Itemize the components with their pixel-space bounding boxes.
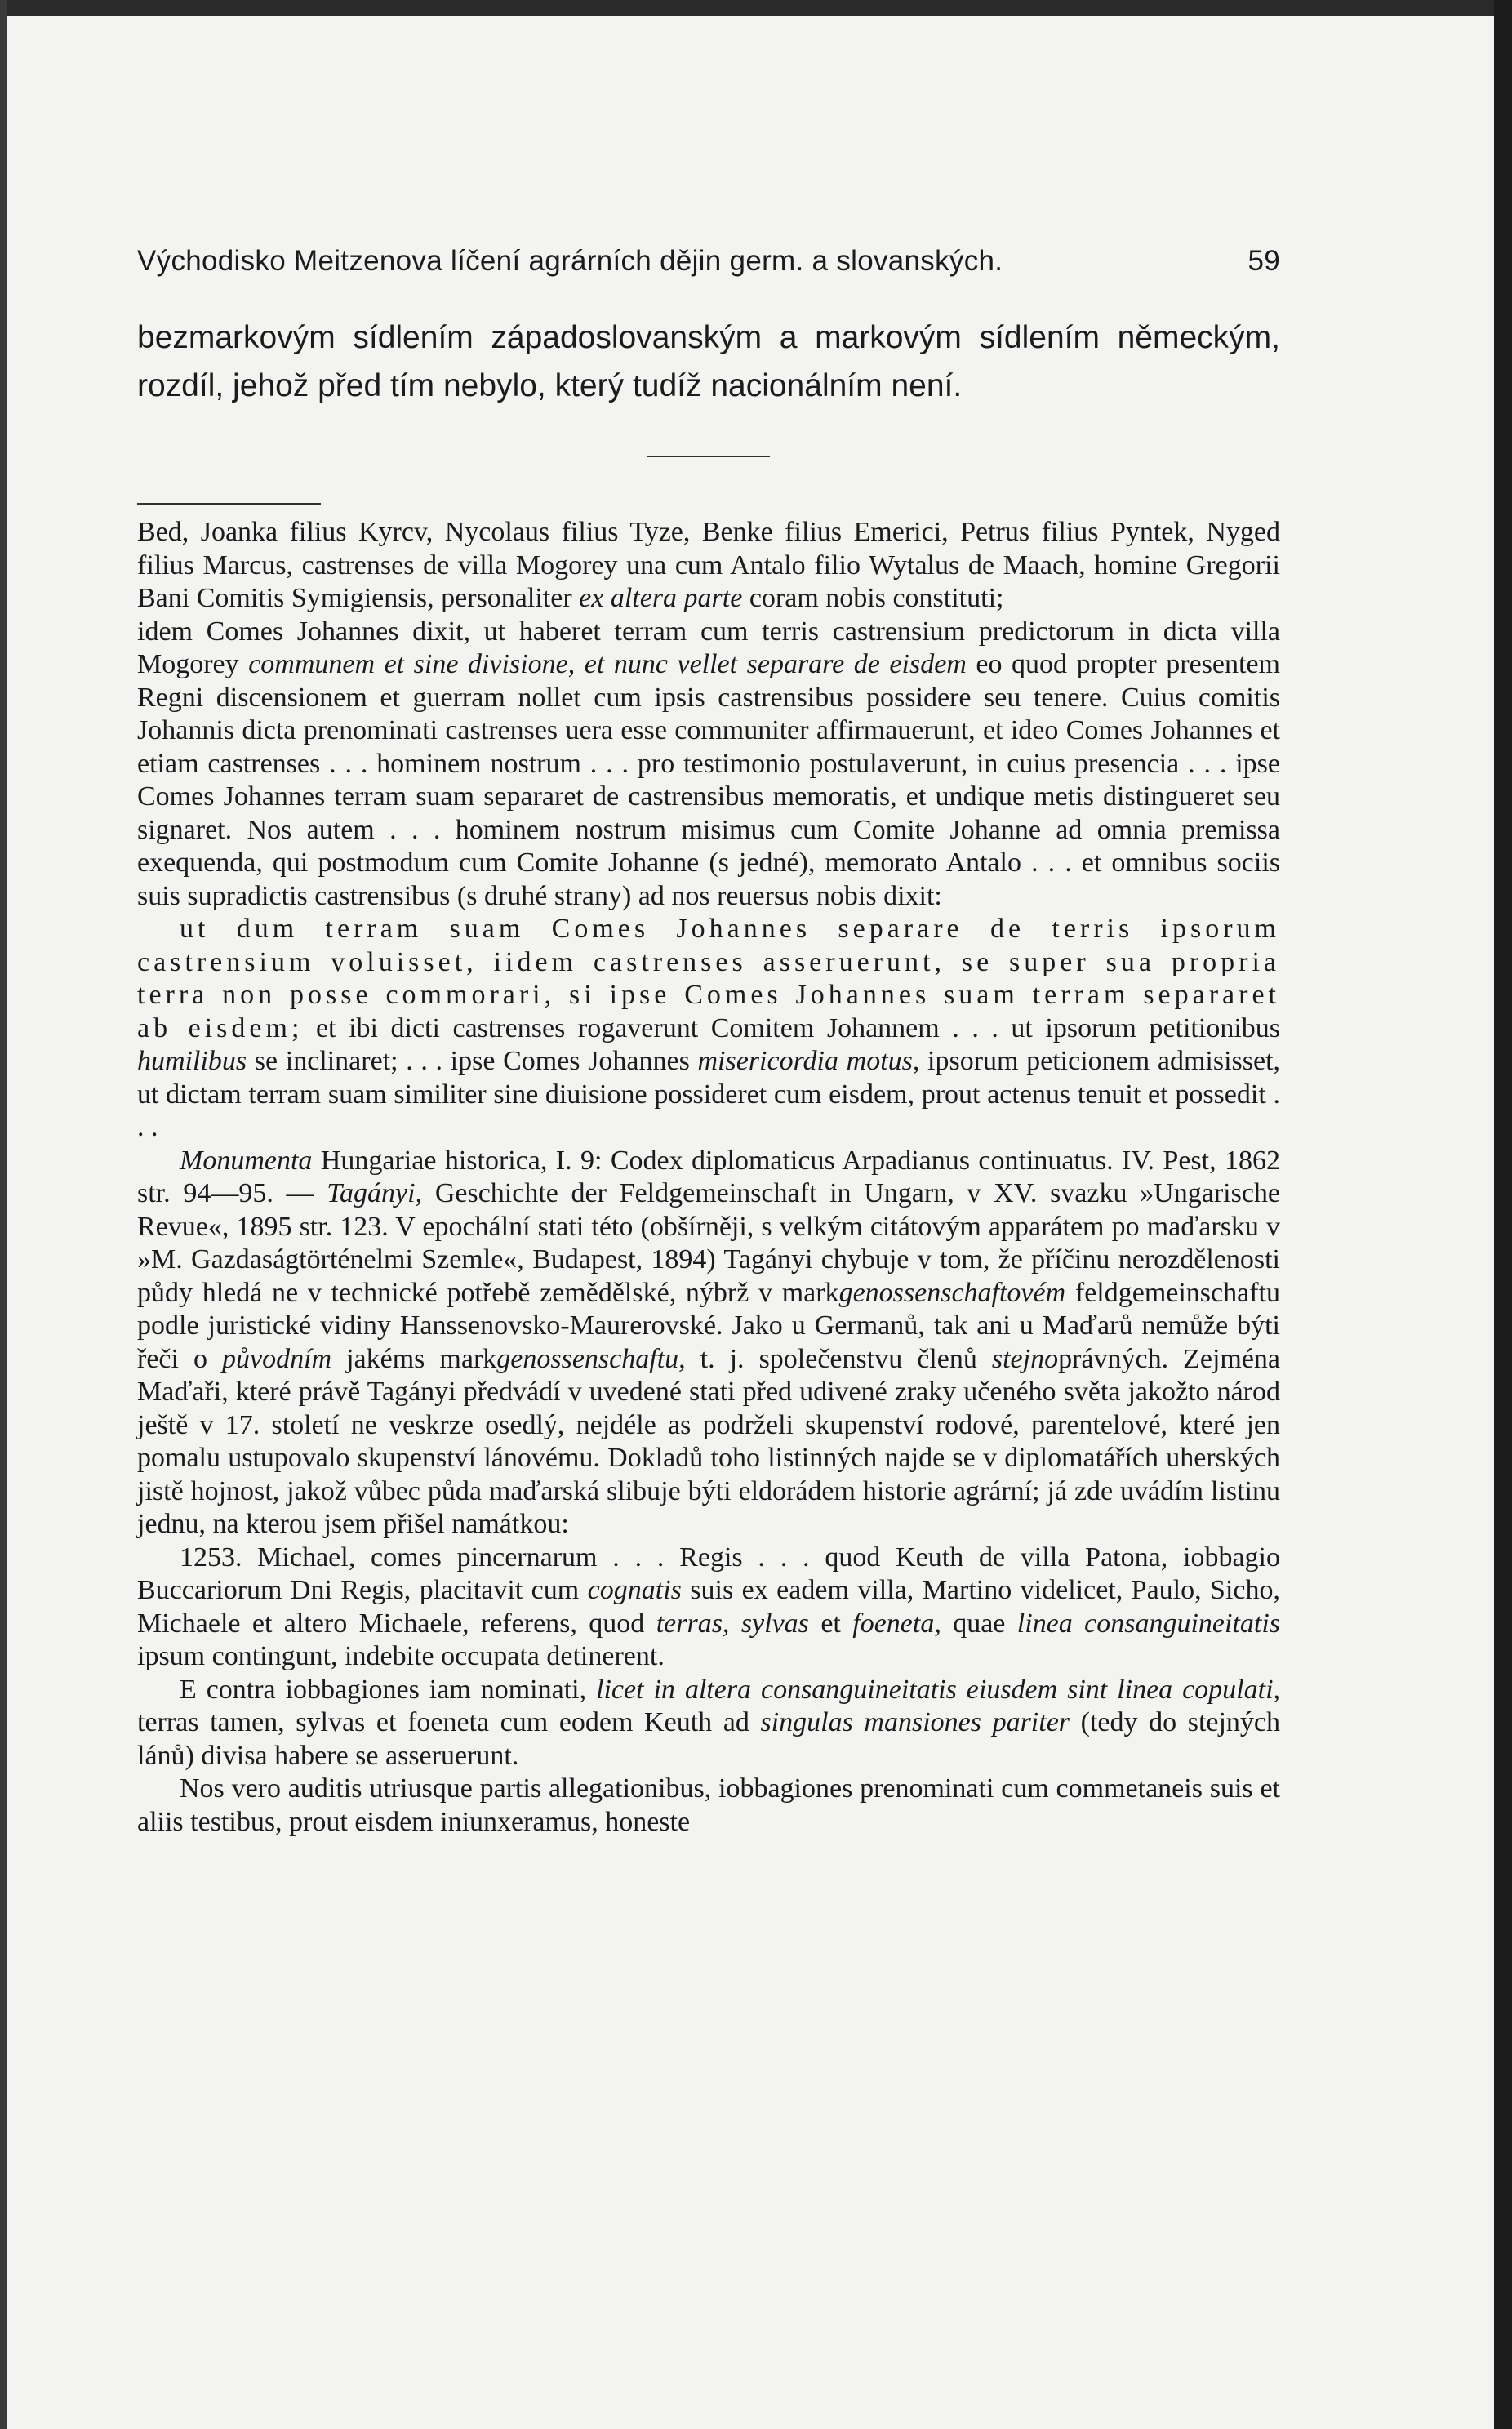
scan-border-right: [1494, 0, 1512, 2429]
page-content: [137, 245, 1280, 1839]
footnote-paragraph: E contra iobbagiones iam nominati, licet in altera consanguineitatis eiusdem sint linea copulati, terras tamen, sylvas et foeneta cum eodem Keuth ad singulas mansiones pariter (tedy do stejných lánů) divisa habere se asseruerunt.: [137, 1674, 1281, 1771]
footnote-paragraph: Nos vero auditis utriusque partis allegationibus, iobbagiones prenominati cum commetaneis suis et aliis testibus, prout eisdem iniunxeramus, honeste: [137, 1773, 1280, 1837]
section-divider: [647, 456, 770, 457]
footnote-paragraph: 1253. Michael, comes pincernarum . . . Regis . . . quod Keuth de villa Patona, iobbagio Buccariorum Dni Regis, placitavit cum cognatis suis ex eadem villa, Martino videlicet, Paulo, Sicho, Michaele et altero Michaele, referens, quod terras, sylvas et foeneta, quae linea consanguineitatis ipsum contingunt, indebite occupata detinerent.: [137, 1541, 1281, 1671]
scan-border-top: [0, 0, 1512, 16]
footnote-block: [137, 516, 1280, 1839]
footnote-paragraph: Bed, Joanka filius Kyrcv, Nycolaus filius Tyze, Benke filius Emerici, Petrus filius Pyntek, Nyged filius Marcus, castrenses de villa Mogorey una cum Antalo filio Wytalus de Maach, homine Gregorii Bani Comitis Symigiensis, personaliter ex altera parte coram nobis constituti;: [137, 517, 1280, 613]
header-title: Východisko Meitzenova líčení agrárních dějin germ. a slovanských.: [137, 245, 1003, 277]
footnote-rule: [137, 503, 321, 505]
footnote-paragraph: idem Comes Johannes dixit, ut haberet terram cum terris castrensium predictorum in dicta villa Mogorey communem et sine divisione, et nunc vellet separare de eisdem eo quod propter presentem Regni discensionem et guerram nollet cum ipsis castrensibus possidere seu tenere. Cuius comitis Johannis dicta prenominati castrenses uera esse communiter affirmauerunt, et ideo Comes Johannes et etiam castrenses . . . hominem nostrum . . . pro testimonio postulaverunt, in cuius presencia . . . ipse Comes Johannes terram suam separaret de castrensibus memoratis, et undique metis distingueret seu signaret. Nos autem . . . hominem nostrum misimus cum Comite Johanne ad omnia premissa exequenda, qui postmodum cum Comite Johanne (s jedné), memorato Antalo . . . et omnibus sociis suis supradictis castrensibus (s druhé strany) ad nos reuersus nobis dixit:: [137, 616, 1281, 911]
running-header: [137, 245, 1280, 278]
main-text: bezmarkovým sídlením západoslovanským a markovým sídlením německým, rozdíl, jehož před tím nebylo, který tudíž nacionálním není.: [137, 320, 1280, 403]
footnote-paragraph: ut dum terram suam Comes Johannes separare de terris ipsorum castrensium voluisset, iidem castrenses asseruerunt, se super sua propria terra non posse commorari, si ipse Comes Johannes suam terram separaret ab eisdem; et ibi dicti castrenses rogaverunt Comitem Johannem . . . ut ipsorum petitionibus humilibus se inclinaret; . . . ipse Comes Johannes misericordia motus, ipsorum peticionem admisisset, ut dictam terram suam similiter sine diuisione possideret cum eisdem, prout actenus tenuit et possedit . . .: [137, 914, 1281, 1142]
footnote-paragraph: Monumenta Hungariae historica, I. 9: Codex diplomaticus Arpadianus continuatus. IV. Pest, 1862 str. 94—95. — Tagányi, Geschichte der Feldgemeinschaft in Ungarn, v XV. svazku »Ungarische Revue«, 1895 str. 123. V epochální stati této (obšírněji, s velkým citátovým apparátem po maďarsku v »M. Gazdaságtörténelmi Szemle«, Budapest, 1894) Tagányi chybuje v tom, že příčinu nerozdělenosti půdy hledá ne v technické potřebě zemědělské, nýbrž v markgenossenschaftovém feldgemeinschaftu podle juristické vidiny Hanssenovsko-Maurerovské. Jako u Germanů, tak ani u Maďarů nemůže býti řeči o původním jakéms markgenossenschaftu, t. j. společenstvu členů stejnoprávných. Zejména Maďaři, které právě Tagányi předvádí v uvedené stati před udivené zraky učeného světa jakožto národ ještě v 17. století ne veskrze osedlý, nejdéle as podrželi skupenství rodové, parentelové, které jen pomalu ustupovalo skupenství lánovému. Dokladů toho listinných najde se v diplomatářích uherských jistě hojnost, jakož vůbec půda maďarská slibuje býti eldorádem historie agrární; já zde uvádím listinu jednu, na kterou jsem přišel namátkou:: [137, 1145, 1281, 1539]
page-number: 59: [1247, 245, 1280, 277]
scan-border-left: [0, 0, 7, 2429]
